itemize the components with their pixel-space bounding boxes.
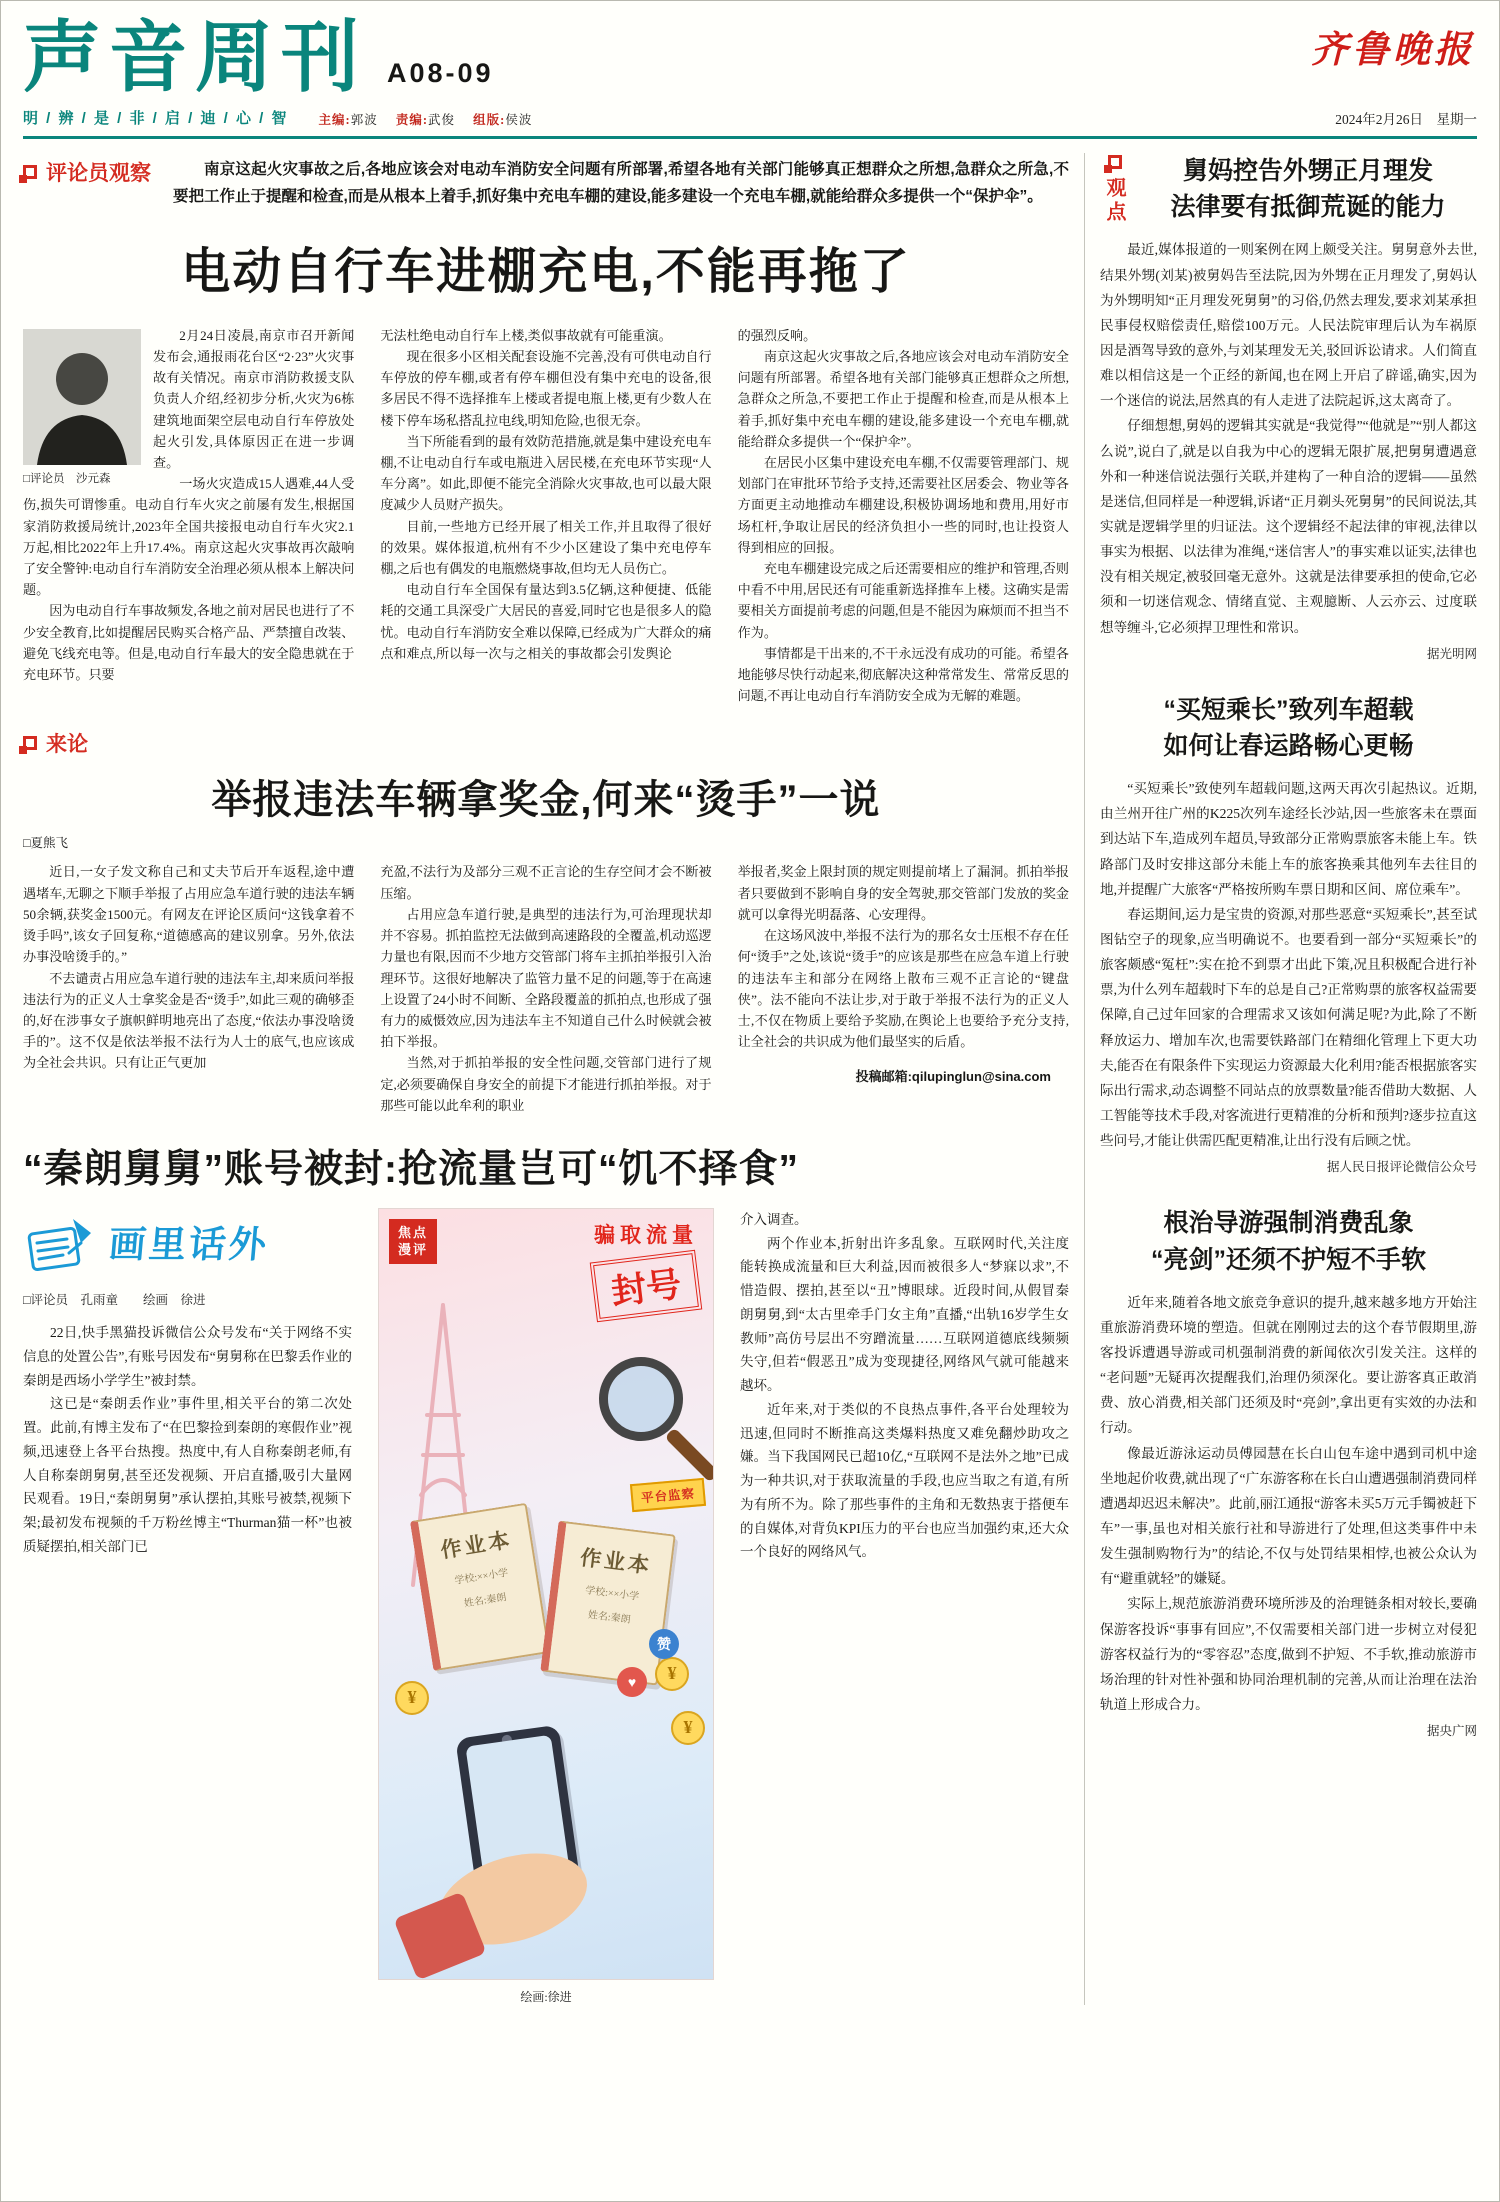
homework-book [410,1503,550,1672]
paragraph: 这已是“秦朗丢作业”事件里,相关平台的第二次处置。此前,有博主发布了“在巴黎捡到秦朗的寒假作业”视频,迅速登上各平台热搜。热度中,有人自称秦朗老师,有人自称秦朗舅舅,甚至还发视频、开启直播,吸引大量网民观看。19日,“秦朗舅舅”承认摆拍,其账号被禁,视频下架;最初发布视频的千万粉丝博主“Thurman猫一杯”也被质疑摆拍,相关部门已 [23,1396,352,1554]
book-title: 作业本 [578,1546,654,1578]
paragraph: 充盈,不法行为及部分三观不正言论的生存空间才会不断被压缩。 [380,864,712,901]
editor-name: 武俊 [428,112,456,127]
lailun-col2 [380,861,711,1115]
book-name: 姓名:秦朗 [587,1609,632,1626]
paragraph: 目前,一些地方已经开展了相关工作,并且取得了很好的效果。媒体报道,杭州有不少小区建设了集中充电停车棚,之后也有偶发的电瓶燃烧事故,但均无人员伤亡。 [380,518,712,577]
headline-line: 根治导游强制消费乱象 [1163,1209,1414,1238]
paragraph: 当下所能看到的最有效防范措施,就是集中建设充电车棚,不让电动自行车或电瓶进入居民楼,在充电环节实现“人车分离”。如此,即便不能完全消除火灾事故,也可以最大限度减少人员财产损失。 [380,433,712,513]
cartoon-col3 [740,1208,1069,2005]
book-name: 姓名:秦朗 [463,1591,508,1610]
cartoon-byline: □评论员 孔雨童 绘画 徐进 [23,1293,206,1308]
publication-title: 声音周刊 [23,13,368,101]
paragraph: 实际上,规范旅游消费环境所涉及的治理链条相对较长,要确保游客投诉“事事有回应”,不仅需要相关部门进一步树立对侵犯游客权益行为的“零容忍”态度,做到不护短、不手软,推动旅游市场治理的针对性补强和协同治理机制的完善,从而让治理在法治轨道上形成合力。 [1100,1596,1477,1712]
headline-line: “亮剑”还须不护短不手软 [1150,1245,1426,1274]
right-article-body [1100,237,1477,639]
source-attribution: 据光明网 [1426,646,1477,661]
paragraph-list [23,1321,352,1559]
homework-book [540,1520,676,1685]
section-square-icon [23,165,37,179]
headline-line: 舅妈控告外甥正月理发 [1182,156,1433,185]
paragraph: 因为电动自行车事故频发,各地之前对居民也进行了不少安全教育,比如提醒居民购买合格产品、严禁擅自改装、避免飞线充电等。但是,电动自行车最大的安全隐患就在于充电环节。只要 [23,603,355,683]
hlhw-logo-text: 画里话外 [107,1223,271,1265]
right-headline [1100,692,1477,765]
editor-role: 责编: [395,112,429,127]
paragraph: 近年来,随着各地文旅竞争意识的提升,越来越多地方开始注重旅游消费环境的塑造。但就在刚刚过去的这个春节假期里,游客投诉遭遇导游或司机强制消费的新闻依次引发关注。这样的“老问题”无疑再次提醒我们,治理仍须深化。要让游客真正敢消费、放心消费,相关部门还须及时“亮剑”,拿出更有实效的办法和行动。 [1100,1294,1477,1436]
notebook-pen-icon [23,1213,97,1275]
masthead-slogan: 明 / 辨 / 是 / 非 / 启 / 迪 / 心 / 智 [23,109,289,127]
headline-line: 法律要有抵御荒诞的能力 [1170,193,1446,222]
paragraph-list [738,861,1069,1052]
cartoon-col2 [378,1208,714,2005]
magnifier-lens [599,1357,683,1441]
paragraph: 充电车棚建设完成之后还需要相应的维护和管理,否则中看不中用,居民还有可能重新选择推车上楼。这确实是需要相关方面提前考虑的问题,但是不能因为麻烦而不担当不作为。 [737,561,1069,640]
paragraph: 无法杜绝电动自行车上楼,类似事故就有可能重演。 [380,327,672,343]
author-photo [23,329,141,465]
stamp-text: 骗取流量 [593,1223,698,1247]
magnifier-icon [599,1357,683,1441]
editor-name: 郭波 [350,112,378,127]
paragraph: 春运期间,运力是宝贵的资源,对那些恶意“买短乘长”,甚至试图钻空子的现象,应当明确说不。也要看到一部分“买短乘长”的旅客颇感“冤枉”:实在抢不到票才出此下策,况且积极配合进行补票,为什么列车超载时下车的总是自己?正常购票的旅客权益需要保障,自己过年回家的合理需求又该如何满足呢?为此,除了不断释放运力、增加车次,也需要铁路部门在精细化管理上下更大功夫,能否在有限条件下实现运力资源最大化利用?能否根据旅客实际出行需求,动态调整不同站点的放票数量?能否借助大数据、人工智能等技术手段,对客流进行更精准的分析和预判?逐步拉直这些问号,才能让供需匹配更精准,让出行没有后顾之忧。 [1100,906,1477,1149]
lailun-columns [23,861,1069,1115]
paragraph: 南京这起火灾事故之后,各地应该会对电动车消防安全问题有所部署。希望各地有关部门能够真正想群众之所想,急群众之所急,不要把工作止于提醒和检查,而是从根本上着手,抓好集中充电车棚的建设,能多建设一个充电车棚,就能给群众多提供一个“保护伞”。 [737,349,1069,449]
right-headline [1100,1205,1477,1278]
commentator-observation [23,153,1069,217]
headline-line: 如何让春运路畅心更畅 [1163,731,1414,760]
paragraph: 一场火灾造成15人遇难,44人受伤,损失可谓惨重。电动自行车火灾之前屡有发生,根据国家消防救援局统计,2023年全国共接报电动自行车火灾2.1万起,相比2022年上升17.4%。南京这起火灾事故再次敲响了安全警钟:电动自行车消防安全治理必须从根本上解决问题。 [23,476,355,598]
section-label-text: 来论 [46,733,88,757]
section-square-icon [23,736,37,750]
right-region [1100,153,1477,2005]
book-school: 学校:××小学 [453,1567,510,1587]
author-byline: □评论员 沙元森 [23,472,111,485]
left-region [23,153,1069,2005]
right-article-3 [1100,1205,1477,1739]
masthead-rule [23,136,1477,139]
editor-role: 主编: [318,112,351,127]
headline-line: “买短乘长”致列车超载 [1163,695,1414,724]
section-label-commentator [23,157,151,187]
cartoon-headline: “秦朗舅舅”账号被封:抢流量岂可“饥不择食” [23,1147,799,1191]
section-label-text: 观点 [1103,176,1125,225]
paragraph: 占用应急车道行驶,是典型的违法行为,可治理现状却并不容易。抓拍监控无法做到高速路段的全覆盖,机动巡逻力量也有限,因而不少地方交管部门将车主抓拍举报引入治理环节。这很好地解决了监管力量不足的问题,等于在高速上设置了24小时不间断、全路段覆盖的抓拍点,也形成了强有力的威慑效应,因为违法车主不知道自己什么时候就会被拍下举报。 [380,906,712,1050]
book-title: 作业本 [439,1528,514,1563]
cartoon-col1 [23,1208,352,2005]
paragraph: 2月24日凌晨,南京市召开新闻发布会,通报雨花台区“2·23”火灾事故有关情况。南京市消防救援支队负责人介绍,经初步分析,火灾为6栋建筑地面架空层电动自行车停放处起火引发,具体原因正在进一步调查。 [153,327,355,471]
issue-date: 2024年2月26日 星期一 [1335,111,1477,127]
paragraph: 当然,对于抓拍举报的安全性问题,交管部门进行了规定,必须要确保自身安全的前提下才能进行抓拍举报。对于那些可能以此牟利的职业 [380,1055,712,1113]
platform-supervision-tag: 平台监察 [630,1478,706,1512]
like-icon: 赞 [649,1629,679,1659]
coin-icon: ¥ [655,1657,689,1691]
paragraph: 近日,一女子发文称自己和丈夫节后开车返程,途中遭遇堵车,无聊之下顺手举报了占用应急车道行驶的违法车辆50余辆,获奖金1500元。有网友在评论区质问“这钱拿着不烫手吗”,该女子回复称,“道德感高的建议别拿。另外,依法办事没啥烫手的。” [23,864,355,965]
page-number: A08-09 [387,57,494,88]
vertical-divider [1084,153,1085,2005]
submission-email: 投稿邮箱:qilupinglun@sina.com [855,1069,1051,1085]
paragraph: 现在很多小区相关配套设施不完善,没有可供电动自行车停放的停车棚,或者有停车棚但没有集中充电的设备,很多居民不得不选择推车上楼或者提电瓶上楼,更有少数人在楼下停车场私搭乱拉电线,明知危险,也很无奈。 [380,349,712,428]
coin-icon: ¥ [671,1711,705,1745]
article1-columns [23,325,1069,707]
section-label-lailun [23,728,88,758]
lailun-byline: □夏熊飞 [23,836,69,851]
right-article-2 [1100,692,1477,1176]
paragraph: 最近,媒体报道的一则案例在网上颇受关注。舅舅意外去世,结果外甥(刘某)被舅妈告至法院,因为外甥在正月理发了,舅妈认为外甥明知“正月理发死舅舅”的习俗,仍然去理发,要求刘某承担民事侵权赔偿责任,赔偿100万元。人民法院审理后认为车祸原因是酒驾导致的意外,与刘某理发无关,驳回诉讼请求。人们简直难以相信这是一个正经的新闻,也在网上开启了辟谣,确实,因为一个迷信的说法,居然真的有人走进了法院起诉,这太离奇了。 [1100,242,1477,409]
cartoon-columns [23,1208,1069,2005]
newspaper-brand: 齐鲁晚报 [1311,30,1475,71]
right-article-1 [1100,153,1477,662]
main-headline: 电动自行车进棚充电,不能再拖了 [181,244,911,299]
lailun-headline: 举报违法车辆拿奖金,何来“烫手”一说 [211,778,881,823]
lailun-col3 [738,861,1069,1115]
article1-col3 [738,325,1069,707]
right-article-body [1100,776,1477,1153]
author-photo-block [23,329,141,489]
coin-icon: ¥ [395,1681,429,1715]
right-article-body [1100,1290,1477,1717]
hlhw-logo [23,1212,352,1277]
paragraph: 两个作业本,折射出许多乱象。互联网时代,关注度能转换成流量和巨大利益,因而被很多人“梦寐以求”,不惜造假、摆拍,甚至以“丑”博眼球。近段时间,从假冒秦朗舅舅,到“太古里牵手门女主角”直播,“出轨16岁学生女教师”高仿号层出不穷蹭流量……互联网道德底线频频失守,但若“假恶丑”成为变现捷径,网络风气就可能越来越坏。 [740,1235,1069,1394]
masthead [23,13,1477,139]
paragraph: 在这场风波中,举报不法行为的那名女士压根不存在任何“烫手”之处,该说“烫手”的应该是那些在应急车道上行驶的违法车主和部分在网络上散布三观不正言论的“键盘侠”。法不能向不法让步,对于敢于举报不法行为的正义人士,不仅在物质上要给予奖励,在舆论上也要给予充分支持,让全社会的共识成为他们最坚实的后盾。 [737,928,1069,1050]
paragraph: 在居民小区集中建设充电车棚,不仅需要管理部门、规划部门在审批环节给予支持,还需要社区居委会、物业等各方面更主动地推动车棚建设,积极协调场地和费用,用好市场杠杆,争取让居民的经济负担小一些的同时,也让投资人得到相应的回报。 [737,455,1069,555]
paragraph: 像最近游泳运动员傅园慧在长白山包车途中遇到司机中途坐地起价收费,就出现了“广东游客称在长白山遭遇强制消费同样遭遇却迟迟未解决”。此前,丽江通报“游客未买5万元手镯被赶下车”一事,虽也对相关旅行社和导游进行了处理,但这类事件中未发生强制购物行为”的结论,不仅与处罚结果相悖,也被公众认为有“避重就轻”的嫌疑。 [1100,1445,1477,1587]
heart-icon: ♥ [617,1667,647,1697]
paragraph: “买短乘长”致使列车超载问题,这两天再次引起热议。近期,由兰州开往广州的K225次列车途经长沙站,因一些旅客未在票面到达站下车,造成列车超员,导致部分正常购票旅客未能上车。铁路部门及时安排这部分未能上车的旅客换乘其他列车去往目的地,并提醒广大旅客“严格按所购车票日期和区间、席位乘车”。 [1100,781,1477,897]
magnifier-handle [664,1427,714,1482]
source-attribution: 据人民日报评论微信公众号 [1326,1160,1477,1175]
paragraph: 介入调查。 [740,1211,808,1227]
paragraph: 的强烈反响。 [737,327,817,343]
stamp-seal: 封号 [590,1250,703,1322]
cartoon-badge: 焦点漫评 [389,1219,437,1264]
section-label-text: 评论员观察 [46,161,151,185]
book-school: 学校:××小学 [584,1585,640,1603]
article1-col1 [23,325,354,707]
article1-col2 [380,325,711,707]
paragraph: 电动自行车全国保有量达到3.5亿辆,这种便捷、低能耗的交通工具深受广大居民的喜爱,同时它也是很多人的隐忧。电动自行车消防安全难以保障,已经成为广大群众的痛点和难点,所以每一次与之相关的事故都会引发舆论 [380,582,712,661]
banned-stamp [593,1219,699,1316]
editor-name: 侯波 [505,112,533,127]
lead-intro: 南京这起火灾事故之后,各地应该会对电动车消防安全问题有所部署,希望各地有关部门能够真正想群众之所想,急群众之所急,不要把工作止于提醒和检查,而是从根本上着手,抓好集中充电车棚的建设,能多建设一个充电车棚,就能给群众多提供一个“保护伞”。 [173,160,1069,205]
paragraph: 22日,快手黑猫投诉微信公众号发布“关于网络不实信息的处置公告”,有账号因发布“舅舅称在巴黎丢作业的秦朗是西场小学学生”被封禁。 [23,1325,352,1388]
illustration-caption: 绘画:徐进 [520,1989,572,2004]
editors-line [319,110,547,128]
cartoon-illustration [378,1208,714,1980]
section-label-viewpoint [1100,153,1129,225]
paragraph: 不去谴责占用应急车道行驶的违法车主,却来质问举报违法行为的正义人士拿奖金是否“烫手”,如此三观的确够歪的,好在涉事女子旗帜鲜明地亮出了态度,“依法办事没啥烫手的”。这不仅是依法举报不法行为人士的底气,也应该成为全社会共识。只有让正气更加 [23,970,355,1071]
paragraph: 仔细想想,舅妈的逻辑其实就是“我觉得”“他就是”“别人都这么说”,说白了,就是以自我为中心的逻辑无限扩展,把舅舅遭遇意外和一种迷信说法强行关联,并建构了一种自洽的逻辑——虽然是迷信,但同样是一种逻辑,诉诸“正月剃头死舅舅”的民间说法,其实就是逻辑学里的归证法。这个逻辑经不起法律的审视,法律以事实为根据、以法律为准绳,“迷信害人”的事实难以证实,法律也没有相关规定,被驳回毫无意外。这就是法律要承担的使命,它必须和一切迷信观念、情绪直觉、主观臆断、人云亦云、过度联想等缠斗,它必须捍卫理性和常识。 [1100,418,1477,635]
right-headline [1139,153,1477,226]
section-square-icon [1108,155,1122,169]
source-attribution: 据央广网 [1426,1724,1477,1739]
paragraph: 近年来,对于类似的不良热点事件,各平台处理较为迅速,但同时不断推高这类爆料热度又难免翻炒助攻之嫌。当下我国网民已超10亿,“互联网不是法外之地”已成为一种共识,对于获取流量的手段,也应当取之有道,有所为有所不为。除了那些事件的主角和无数热衷于搭便车的自媒体,对背负KPI压力的平台也应当加强约束,还大众一个良好的网络风气。 [740,1401,1069,1560]
editor-role: 组版: [473,112,506,127]
paragraph: 事情都是干出来的,不干永远没有成功的可能。希望各地能够尽快行动起来,彻底解决这种常常发生、常常反思的问题,不再让电动自行车消防安全成为无解的难题。 [737,645,1069,704]
paragraph: 举报者,奖金上限封顶的规定则提前堵上了漏洞。抓拍举报者只要做到不影响自身的安全驾驶,那交管部门发放的奖金就可以拿得光明磊落、心安理得。 [737,864,1069,922]
lailun-col1 [23,861,354,1115]
